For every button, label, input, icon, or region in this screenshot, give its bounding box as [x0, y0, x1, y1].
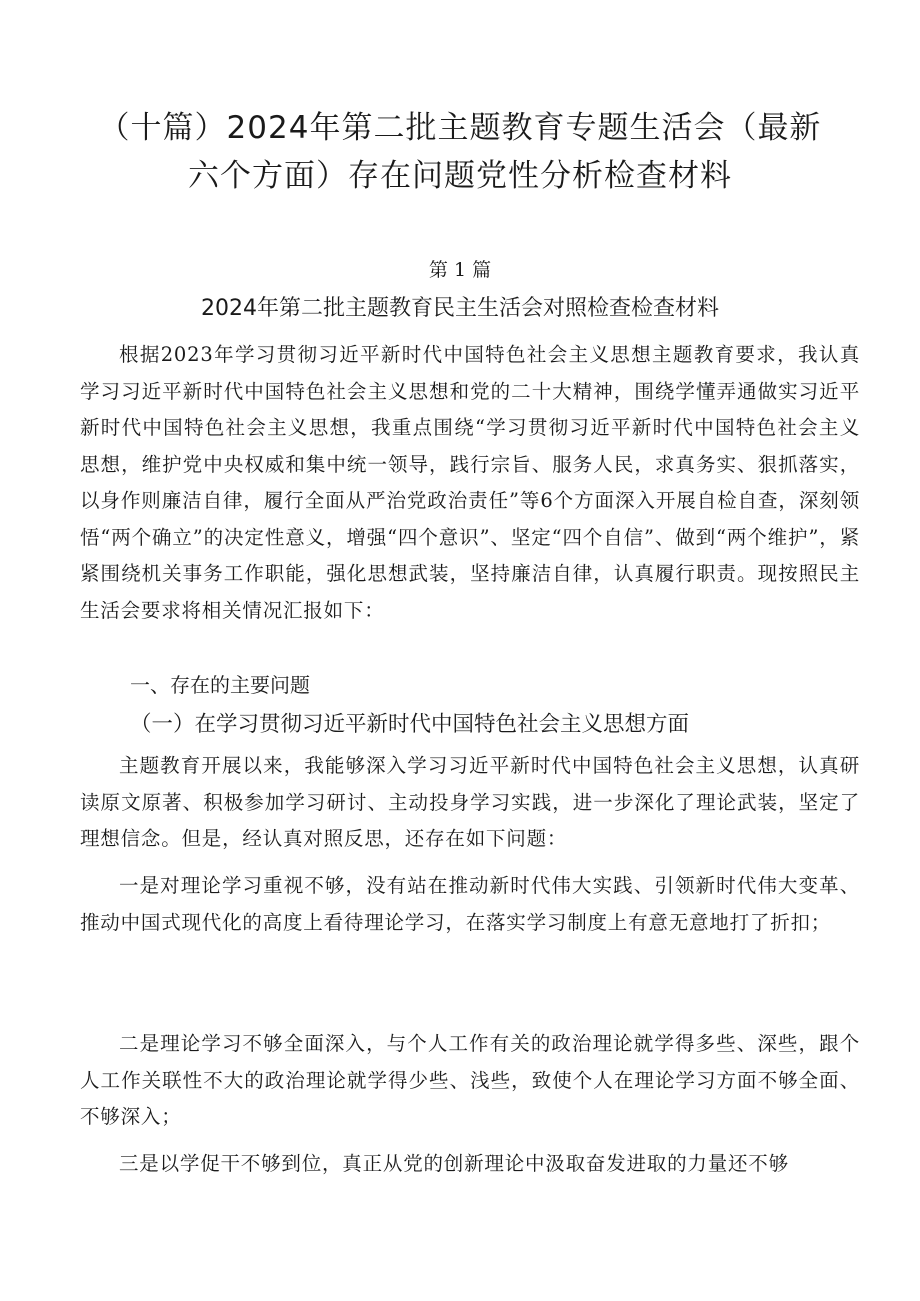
document-heading: 2024年第二批主题教育民主生活会对照检查检查材料 — [201, 296, 719, 321]
problem-paragraph-2: 二是理论学习不够全面深入，与个人工作有关的政治理论就学得多些、深些，跟个人工作关联性不大的政治理论就学得少些、浅些，致使个人在理论学习方面不够全面、不够深入； — [80, 1032, 860, 1128]
subsection-heading: （一）在学习贯彻习近平新时代中国特色社会主义思想方面 — [130, 712, 690, 737]
subsection-intro-paragraph: 主题教育开展以来，我能够深入学习习近平新时代中国特色社会主义思想，认真研读原文原著、积极参加学习研讨、主动投身学习实践，进一步深化了理论武装，坚定了理想信念。但是，经认真对照反思，还存在如下问题： — [80, 754, 860, 850]
section-heading: 一、存在的主要问题 — [130, 673, 310, 697]
part-label: 第 1 篇 — [428, 259, 492, 281]
problem-paragraph-3: 三是以学促干不够到位，真正从党的创新理论中汲取奋发进取的力量还不够 — [119, 1152, 789, 1175]
intro-paragraph: 根据2023年学习贯彻习近平新时代中国特色社会主义思想主题教育要求，我认真学习习近平新时代中国特色社会主义思想和党的二十大精神，围绕学懂弄通做实习近平新时代中国特色社会主义思想，我重点围绕“学习贯彻习近平新时代中国特色社会主义思想，维护党中央权威和集中统一领导，践行宗旨、服务人民，求真务实、狠抓落实，以身作则廉洁自律，履行全面从严治党政治责任”等6个方面深入开展自检自查，深刻领悟“两个确立”的决定性意义，增强“四个意识”、坚定“四个自信”、做到“两个维护”，紧紧围绕机关事务工作职能，强化思想武装，坚持廉洁自律，认真履行职责。现按照民主生活会要求将相关情况汇报如下： — [80, 343, 860, 622]
problem-paragraph-1: 一是对理论学习重视不够，没有站在推动新时代伟大实践、引领新时代伟大变革、推动中国式现代化的高度上看待理论学习，在落实学习制度上有意无意地打了折扣； — [80, 874, 860, 934]
document-title: （十篇）2024年第二批主题教育专题生活会（最新六个方面）存在问题党性分析检查材料 — [98, 110, 822, 194]
